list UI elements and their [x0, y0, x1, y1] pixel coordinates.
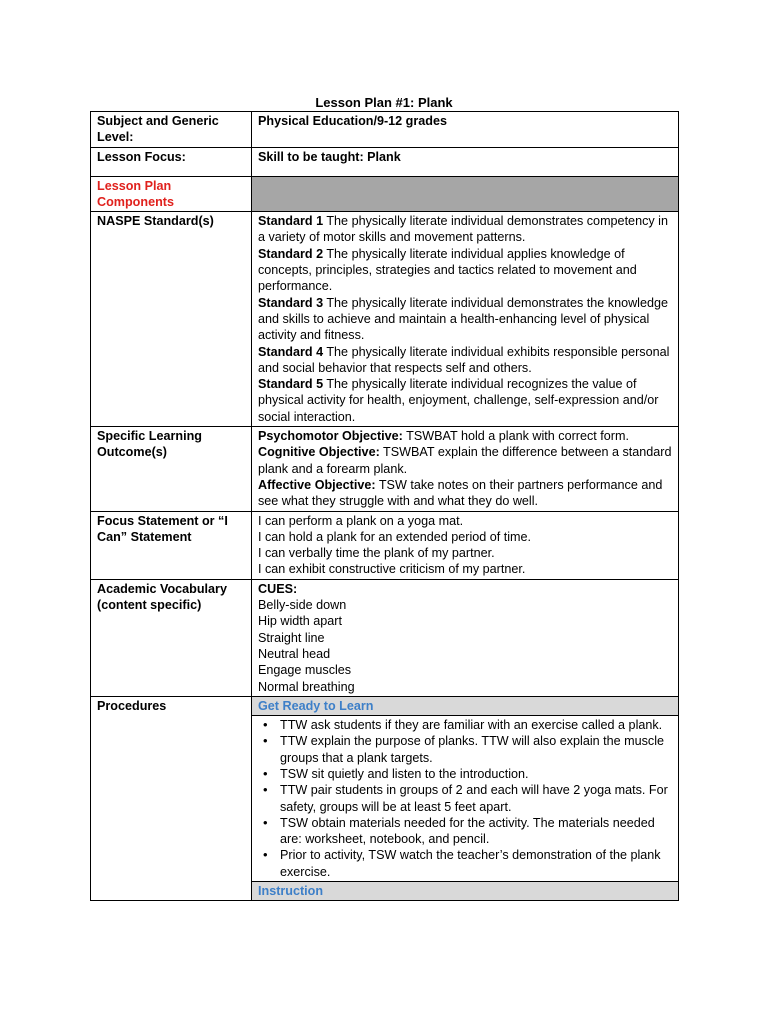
- row-vocab: [91, 579, 679, 696]
- row-focus: [91, 147, 679, 176]
- cue-item: Hip width apart: [258, 614, 342, 629]
- objective-item: Cognitive Objective: TSWBAT explain the difference between a standard plank and a forearm plank.: [258, 445, 672, 476]
- ican-label: Focus Statement or “I Can” Statement: [91, 511, 252, 579]
- cue-item: Normal breathing: [258, 679, 355, 694]
- ican-item: I can verbally time the plank of my partner.: [258, 546, 495, 561]
- cue-item: Straight line: [258, 630, 325, 645]
- standard-item: Standard 3 The physically literate individual demonstrates the knowledge and skills to achieve and maintain a health-enhancing level of physical activity and fitness.: [258, 295, 668, 343]
- steps-list: [258, 717, 672, 880]
- naspe-standards: [252, 212, 679, 427]
- row-subject: [91, 112, 679, 148]
- get-ready-heading: Get Ready to Learn: [252, 696, 679, 715]
- procedures-steps: [252, 716, 679, 882]
- naspe-label: NASPE Standard(s): [91, 212, 252, 427]
- standard-item: Standard 4 The physically literate individual exhibits responsible personal and social behavior that respects self and others.: [258, 344, 670, 375]
- ican-statements: [252, 511, 679, 579]
- vocab-label: Academic Vocabulary (content specific): [91, 579, 252, 696]
- row-components: [91, 176, 679, 212]
- row-naspe: [91, 212, 679, 427]
- focus-label: Lesson Focus:: [91, 147, 252, 176]
- cues-heading: CUES:: [258, 581, 298, 596]
- ican-item: I can perform a plank on a yoga mat.: [258, 513, 464, 528]
- ican-item: I can hold a plank for an extended period of time.: [258, 529, 532, 544]
- outcomes-label: Specific Learning Outcome(s): [91, 427, 252, 511]
- standard-item: Standard 1 The physically literate individual demonstrates competency in a variety of motor skills and movement patterns.: [258, 214, 668, 245]
- row-procedures-heading: [91, 696, 679, 715]
- cue-item: Neutral head: [258, 646, 331, 661]
- components-label: Lesson Plan Components: [91, 176, 252, 212]
- cue-item: Engage muscles: [258, 663, 352, 678]
- outcomes-objectives: [252, 427, 679, 511]
- ican-item: I can exhibit constructive criticism of my partner.: [258, 562, 526, 577]
- procedures-label: Procedures: [91, 696, 252, 901]
- row-ican: [91, 511, 679, 579]
- focus-value: Skill to be taught: Plank: [252, 147, 679, 176]
- components-shaded-cell: [252, 176, 679, 212]
- subject-value: Physical Education/9-12 grades: [252, 112, 679, 148]
- instruction-heading: Instruction: [252, 882, 679, 901]
- page-title: Lesson Plan #1: Plank: [315, 95, 453, 110]
- step-item: • TSW sit quietly and listen to the introduction.: [280, 766, 672, 782]
- step-item: • TTW explain the purpose of planks. TTW will also explain the muscle groups that a plank targets.: [280, 733, 672, 766]
- step-item: • TTW pair students in groups of 2 and each will have 2 yoga mats. For safety, groups will be at least 5 feet apart.: [280, 782, 672, 815]
- vocab-cues: [252, 579, 679, 696]
- standard-item: Standard 5 The physically literate individual recognizes the value of physical activity for health, enjoyment, challenge, self-expression and/or social interaction.: [258, 377, 659, 424]
- step-item: • TSW obtain materials needed for the activity. The materials needed are: worksheet, notebook, and pencil.: [280, 815, 672, 848]
- lesson-plan-table: [90, 111, 679, 901]
- row-outcomes: [91, 427, 679, 511]
- subject-label: Subject and Generic Level:: [91, 112, 252, 148]
- cue-item: Belly-side down: [258, 598, 347, 613]
- objective-item: Psychomotor Objective: TSWBAT hold a plank with correct form.: [258, 429, 629, 444]
- objective-item: Affective Objective: TSW take notes on their partners performance and see what they struggle with and what they do well.: [258, 477, 663, 509]
- standard-item: Standard 2 The physically literate individual applies knowledge of concepts, principles, strategies and tactics related to movement and performance.: [258, 246, 637, 294]
- step-item: • TTW ask students if they are familiar with an exercise called a plank.: [280, 717, 672, 733]
- step-item: • Prior to activity, TSW watch the teacher’s demonstration of the plank exercise.: [280, 847, 672, 880]
